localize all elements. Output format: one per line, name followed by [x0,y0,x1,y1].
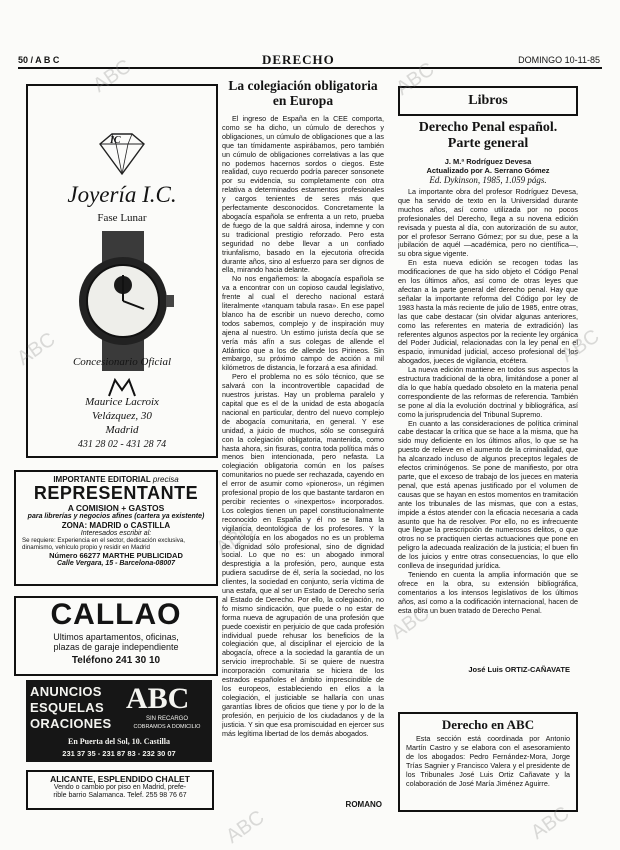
diamond-logo-letters: IC [110,135,121,146]
review-paragraph: En cuanto a las consideraciones de política criminal cabe destacar la crítica que se hace a la misma, que ha sido muy deficiente en los últimos años, lo que se ha puesto de relieve en el aumento de la criminalidad, que ha alcanzado incluso de algunos preceptos legales de efectos criminógenos. Se pone de manifiesto, por otra parte, que el exceso de trabajo de los jueces en materia penal, que está apenas justificado por el volumen de causas que se hayan en estos momentos en tramitación ante los tribunales de las mismas, que con a estas, impide a éstos atender con la eficacia necesaria a cada asunto que ha de resolver. Por ello, no es infrecuente que llegue la prescripción de numerosos delitos, o que otros no se practiquen ciertas actuaciones que pone en peligro la adecuada realización de la justicia; el buen fin de los juicios y entre otras consecuencias, lo que ello conlleva de inseguridad jurídica. [398,418,578,571]
abc-watermark: ABC [222,806,269,848]
jewelry-phones: 431 28 02 - 431 28 74 [77,439,167,450]
rep-line4: ZONA: MADRID o CASTILLA [61,521,171,530]
jewelry-address: Velázquez, 30 [92,410,152,422]
chalet-title: ALICANTE, ESPLENDIDO CHALET [50,774,190,784]
book-title-line1: Derecho Penal español. [418,120,558,135]
chalet-ad [26,770,214,810]
derecho-en-abc-box [398,712,578,812]
chalet-line2: rible barrio Salamanca. Telef. 255 98 76 67 [53,792,187,799]
watch-illustration [68,231,178,371]
article-title-line2: en Europa [272,93,334,108]
libros-header-box [398,86,578,116]
article-paragraph: Pero el problema no es sólo técnico, que se salvará con la incontrovertible capacidad de nuestros juristas. Hay un problema paralelo y capital que es el de la unidad de esta abogacía nacional en particular, dentro del nuevo complejo de abogacía comunitaria, en general. Y ese unidad, a juicio de muchos, sólo se conseguirá con la colegiación obligatoria, mantenida, como hasta ahora, sin fisuras, contra toda política más o menos bien intencionada, pero nefasta. La colegiación obligatoria común en los países comunitarios no puede ser rechazada, cayendo en el error de asumir como «pioneros», un régimen profesional propio de los que bastante tardaron en percibir recientes o «inexpertos» incorporados. Los colegios tienen un papel constitucionalmente reconocido en España y él no se llama la vigilancia deontológica de los profesores. Y la deontología en los abogados no es un problema de dignidad sólo profesional, sino de dignidad social. Lo que no es: un abogado inmoral desprestigia a la profesión, pero, aunque esta pudiera sacudirse de él, sería la sociedad, no los clientes, la sociedad en conjunto, sería víctima de una estafa, que al ser un Estado de Derecho sería al Estado de Derecho. Por ello, la colegiación, no fo mismo sindicación, que puede o no estar de forma nueva de agrupación de una profesión que puede coexistir en perjuicio de que cada profesión individual puede rehusar los beneficios de la colegiación que, al disciplinar el ejercicio de la abogacía, ofrece a la sociedad la garantía de un servicio irreprochable. Si se quiere de nuestra incorporación comunitaria se hiciera de los estrados españoles el ámbito imprescindible de los europeos, estableciendo en ellos a la colegiación, el justiciable se hallaría con unas garantías libres de oficios que tiene y por lo de la profesión, en perjuicio de los ciudadanos y de la justicia. Y sin que esa promiscuidad en ejercer sus más legítima libertad de los demás abogados. [222,372,384,738]
abc-line-oraciones: ORACIONES [30,716,112,731]
derecho-abc-text: Esta sección está coordinada por Antonio Martín Castro y se elabora con el asesoramiento de los abogados: Pedro Fernández-Mora, Jorge Trías Sagnier y Francisco Valera y el presidente de los Tribunales José Luis Ortiz Cañavate y la colaboración de José María Jiménez Aguirre. [406,734,570,788]
article-author: ROMANO [345,800,382,809]
chalet-line1: Vendo o cambio por piso en Madrid, prefe- [53,784,187,791]
rep-agency: MARTHE PUBLICIDAD [102,551,183,560]
rep-line3: para librerías y negocios afines (cartera ya existente) [27,513,205,520]
libros-section-title: Libros [468,93,508,108]
abc-watermark: ABC [89,55,136,97]
main-article [222,78,384,818]
callao-title: CALLAO [50,598,182,631]
maurice-lacroix-logo-icon [107,376,137,398]
section-title: DERECHO [262,52,335,67]
abc-sub1: SIN RECARGO [145,716,188,722]
abc-watermark: ABC [212,518,259,560]
abc-watermark: ABC [527,802,574,844]
abc-watermark: ABC [13,328,60,370]
diamond-logo-icon [94,130,150,178]
representative-ad [14,470,218,586]
book-review [398,120,578,680]
book-updated-by: Actualizado por A. Serrano Gómez [426,166,550,175]
rep-line6: Se requiere: Experiencia en el sector, dedicación exclusiva, dinamismo, vehículo propio y residir en Madrid [22,537,186,551]
book-publisher: Ed. Dykinson, 1985, 1.059 págs. [429,175,547,185]
abc-watermark: ABC [557,325,604,367]
callao-phone: Teléfono 241 30 10 [71,655,161,666]
book-author: J. M.ª Rodríguez Devesa [444,157,532,166]
abc-watermark: ABC [387,602,434,644]
review-paragraph: La importante obra del profesor Rodríguez Devesa, que ha servido de texto en la Universidad durante muchos años, así como utilizada por no pocos profesionales del Derecho, llega a su novena edición revisada y puesta al día, con autorización de su autor, por el profesor Serrano Gómez; por su due, pese a la jubilación de aquél —académica, pero no científica—, su obra sigue vigente. [398,188,578,259]
dealer-label-visible: Concesionario Oficial [72,356,172,368]
rep-address: Calle Vergara, 15 - Barcelona-08007 [56,560,176,567]
article-body [222,115,384,795]
rep-headline: REPRESENTANTE [33,483,199,503]
article-paragraph: El ingreso de España en la CEE comporta, como se ha dicho, un cúmulo de derechos y obligaciones, un cúmulo de obligaciones que a las que tan tímidamente aspirábamos, pero también un cúmulo de obligaciones correlativas a las que no podemos hacernos sordos o ciegos. Este realidad, cuyo recuerdo podría parecer sonsonete por su evidencia, su completamente con otra relativa a determinados estamentos profesionales y cargos tenientes de seres más que perfectamente desconocidos. Concretamente la abogacía española se enfrenta a un reto, prueba de fuego de la que saldrá airosa, indemne y con su tradicional prestigio reforzado. Pero esta seguridad no debe llevar a un confiado triunfalismo, basado en la ejecutoria ofrecida durante años, sino al esfuerzo para ser dignos de ella, mirando hacia delante. [222,115,384,275]
abc-left-lines [30,684,111,732]
callao-ad [14,596,218,676]
article-title-line1: La colegiación obligatoria [228,78,378,93]
abc-classifieds-ad [26,680,212,762]
jewelry-ad [26,84,218,458]
callao-line1: Ultimos apartamentos, oficinas, [53,632,179,642]
rep-line1: IMPORTANTE EDITORIAL [53,475,151,484]
page-date: DOMINGO 10-11-85 [518,55,600,65]
derecho-abc-title: Derecho en ABC [441,717,535,732]
watch-brand: Maurice Lacroix [85,396,159,408]
book-title-line2: Parte general [447,136,529,151]
article-paragraph: No nos engañemos: la abogacía española se va a encontrar con un copioso caudal legislativo, frente al cual el derecho nacional estará literalmente «tanquam tabula rasa». En ese papel blanco ha de escribir un nuevo derecho, como todos sabemos, complejo y de inspiración muy ajena al nuestro. Un estimo jurista decía que se vería más afín a sus colegas de allende el Atlántico que a los de allende los Pirineos. Sin embargo, su próximo campo de acción a mil kilómetros de distancia, le forzará a esa afinidad. [222,274,384,373]
abc-address: En Puerta del Sol, 10. Castilla [67,737,170,746]
rep-line2: A COMISION + GASTOS [67,503,165,513]
rep-line1b: precisa [152,475,179,484]
review-author: José Luis ORTIZ-CAÑAVATE [468,665,570,674]
abc-line-anuncios: ANUNCIOS [30,684,102,699]
abc-line-esquelas: ESQUELAS [30,700,104,715]
abc-logo: ABC [126,682,190,715]
callao-line2: plazas de garaje independiente [53,642,179,652]
abc-watermark: ABC [392,58,439,100]
rep-line5: Interesados escribir al: [80,530,152,537]
abc-phones: 231 37 35 - 231 87 83 - 232 30 07 [62,749,176,758]
jewelry-brand: Joyería I.C. [67,182,177,207]
book-review-body [398,188,578,668]
page-reference: 50 / A B C [18,55,60,65]
abc-sub2: COBRAMOS A DOMICILIO [133,724,201,730]
jewelry-phase: Fase Lunar [97,212,147,224]
rep-number: Número 66277 [49,551,101,560]
review-paragraph: En esta nueva edición se recogen todas las modificaciones de que ha sido objeto el Código Penal en los últimos años, así como de otras leyes que afectan a la parte general del derecho penal. Hay que señalar la importante reforma del Código por ley de 1983 hasta la más reciente de julio de 1985, entre otras, las que cabe destacar (sin olvidar algunas anteriores, como las referentes en materia de extradición) las referentes algunos aspectos por la reciente ley orgánica del Poder Judicial, relacionadas con la ley penal en el espacio, inmunidad judicial, acceso profesional de los abogados, jueces de vigilancia, etcétera. [398,258,578,366]
review-paragraph: La nueva edición mantiene en todos sus aspectos la estructura tradicional de la obra, limitándose a poner al día lo que había quedado obsoleto en la materia penal correspondiente de las reformas de referencia. También se pone al día la evolución doctrinal y bibliográfica, así como la jurisprudencia del Tribunal Supremo. [398,365,578,419]
review-paragraph: Teniendo en cuenta la amplia información que se ofrece en la obra, su extensión bibliográfica, comentarios a los intensos legislativos de los últimos años, así como a la codificación internacional, hacen de esta obra un buen tratado de Derecho Penal. [398,569,578,615]
jewelry-city: Madrid [105,424,139,436]
